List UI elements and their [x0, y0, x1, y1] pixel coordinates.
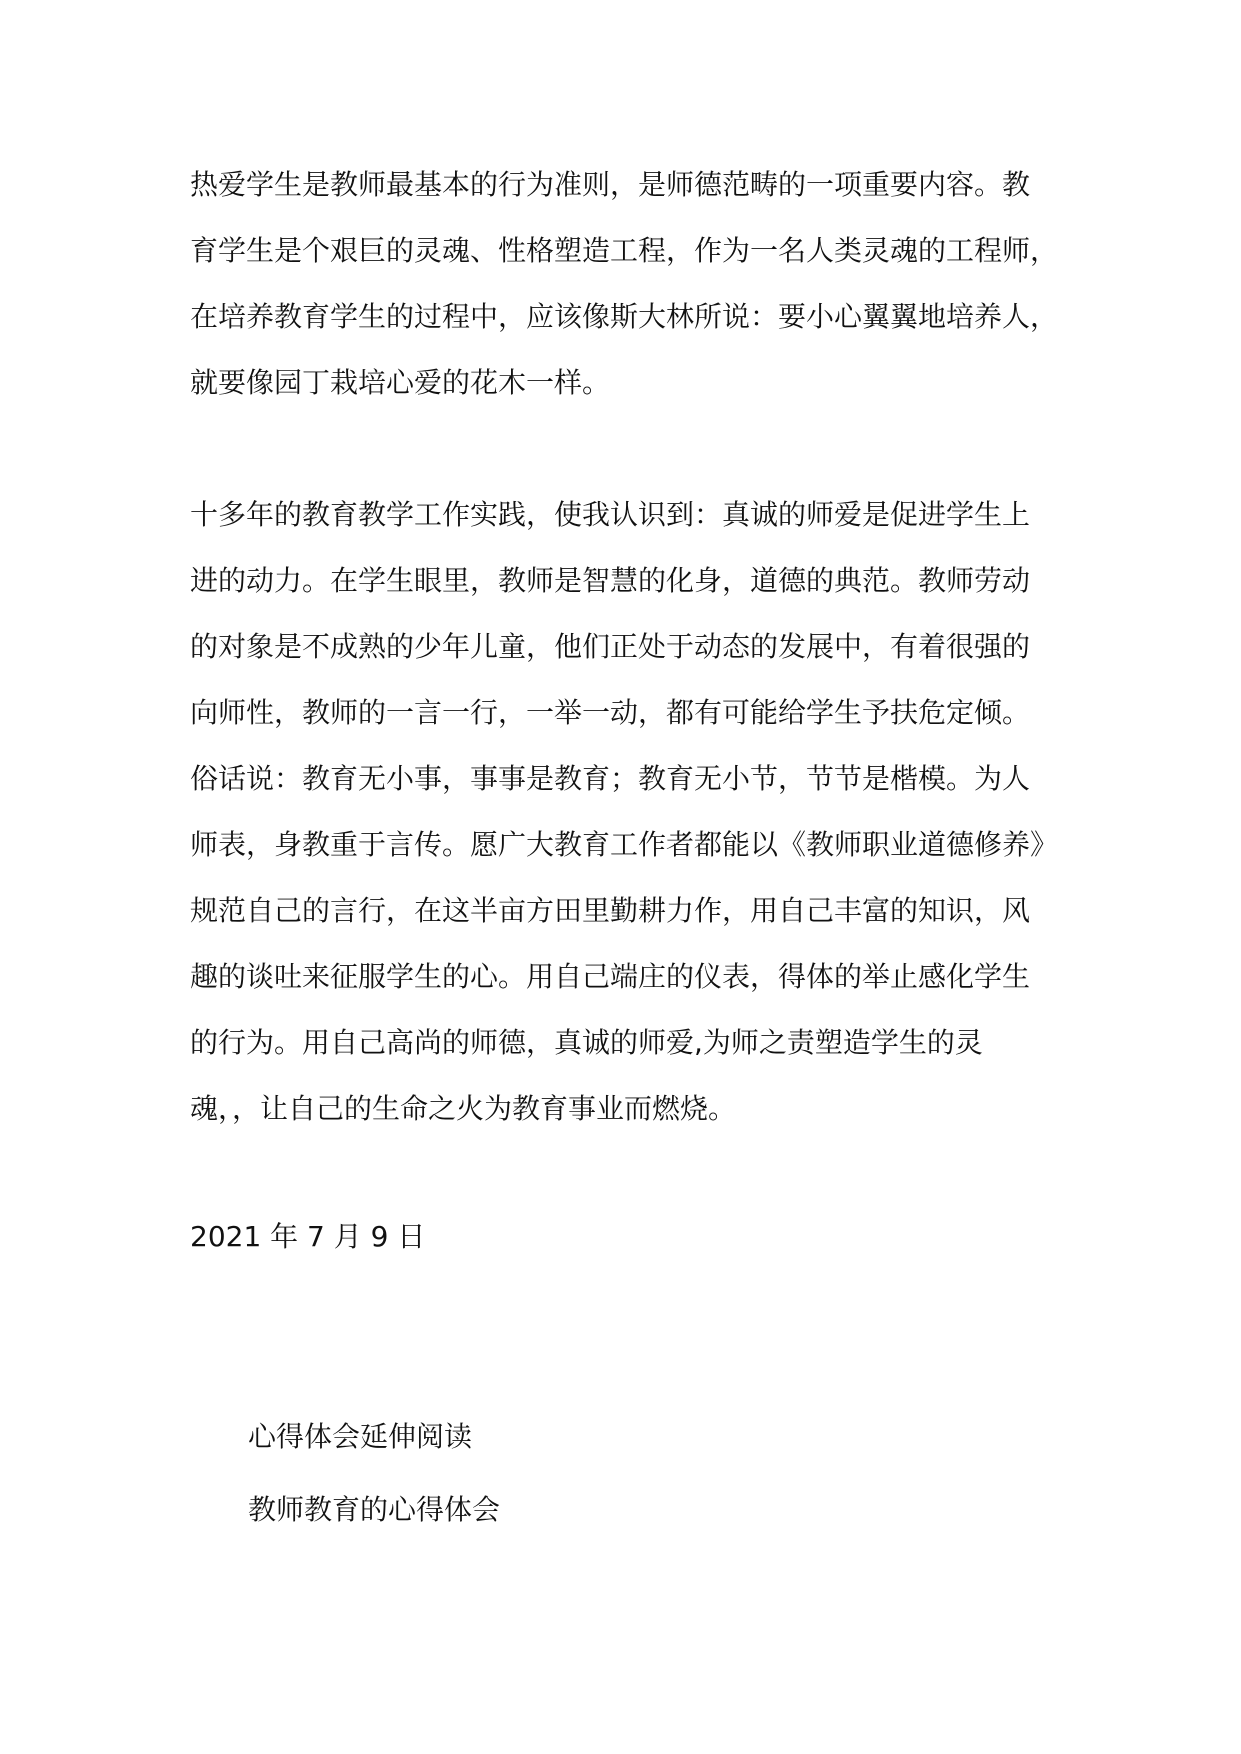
text-line: 的对象是不成熟的少年儿童，他们正处于动态的发展中，有着很强的: [190, 630, 1031, 663]
text-line: 在培养教育学生的过程中，应该像斯大林所说：要小心翼翼地培养人，: [190, 300, 1059, 333]
text-line: 就要像园丁栽培心爱的花木一样。: [190, 366, 611, 399]
extended-reading-heading: 心得体会延伸阅读: [248, 1420, 473, 1453]
text-line: 魂，，让自己的生命之火为教育事业而燃烧。: [190, 1092, 737, 1125]
text-line: 趣的谈吐来征服学生的心。用自己端庄的仪表，得体的举止感化学生: [190, 960, 1031, 993]
text-line: 向师性，教师的一言一行，一举一动，都有可能给学生予扶危定倾。: [190, 696, 1031, 729]
text-line: 的行为。用自己高尚的师德，真诚的师爱,为师之责塑造学生的灵: [190, 1026, 983, 1059]
extended-reading: [248, 1400, 500, 1546]
text-line: 规范自己的言行，在这半亩方田里勤耕力作，用自己丰富的知识，风: [190, 894, 1031, 927]
text-line: 热爱学生是教师最基本的行为准则，是师德范畴的一项重要内容。教: [190, 168, 1031, 201]
text-line: 师表，身教重于言传。愿广大教育工作者都能以《教师职业道德修养》: [190, 828, 1059, 861]
text-line: 十多年的教育教学工作实践，使我认识到：真诚的师爱是促进学生上: [190, 498, 1031, 531]
text-line: 俗话说：教育无小事，事事是教育；教育无小节，节节是楷模。为人: [190, 762, 1031, 795]
paragraph-2: [190, 482, 1070, 1142]
paragraph-1: [190, 152, 1070, 416]
extended-reading-item[interactable]: 教师教育的心得体会: [248, 1493, 501, 1526]
text-line: 育学生是个艰巨的灵魂、性格塑造工程，作为一名人类灵魂的工程师，: [190, 234, 1059, 267]
document-date: 2021 年 7 月 9 日: [190, 1220, 426, 1253]
text-line: 进的动力。在学生眼里，教师是智慧的化身，道德的典范。教师劳动: [190, 564, 1031, 597]
